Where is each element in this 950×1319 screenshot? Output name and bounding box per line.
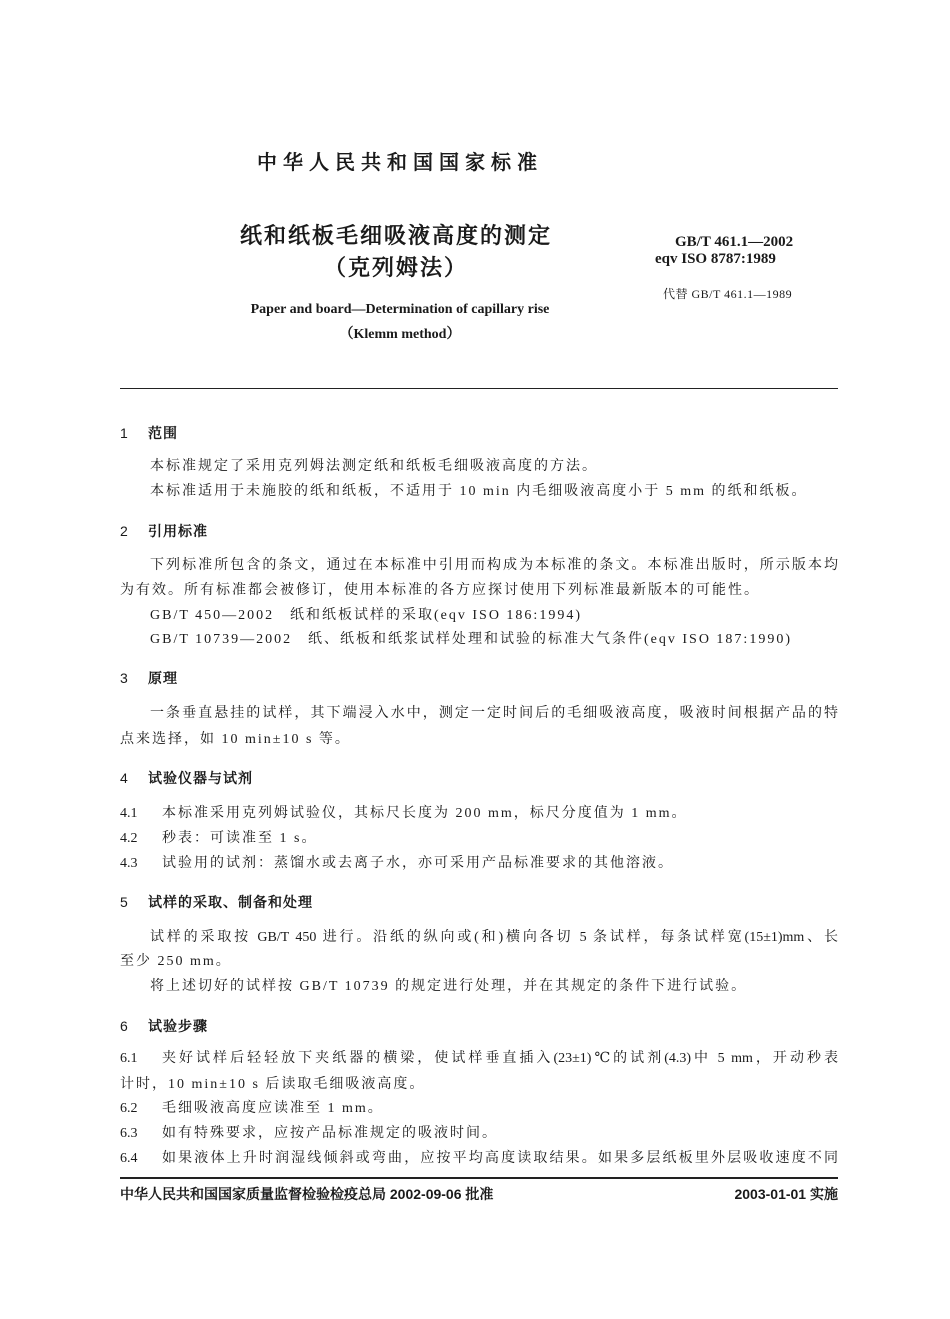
section-number: 6 bbox=[120, 1018, 128, 1034]
section-2-heading bbox=[120, 521, 208, 541]
clause-number: 6.2 bbox=[120, 1101, 138, 1116]
section-1-paragraph-1: 本标准规定了采用克列姆法测定纸和纸板毛细吸液高度的方法。 bbox=[150, 459, 598, 474]
clause-text: 秒表：可读准至 1 s。 bbox=[162, 831, 318, 846]
english-subtitle: （Klemm method） bbox=[339, 327, 461, 342]
section-title: 试验仪器与试剂 bbox=[148, 770, 253, 786]
document-title: 纸和纸板毛细吸液高度的测定 bbox=[239, 223, 552, 248]
header-divider bbox=[120, 388, 838, 389]
section-title: 原理 bbox=[148, 670, 178, 686]
clause-number: 6.3 bbox=[120, 1126, 138, 1141]
approval-line: 中华人民共和国国家质量监督检验检疫总局 2002-09-06 批准 bbox=[120, 1186, 494, 1202]
section-6-heading bbox=[120, 1016, 208, 1036]
section-5-heading bbox=[120, 892, 313, 912]
replaced-standard: 代替 GB/T 461.1—1989 bbox=[663, 287, 793, 301]
section-4-heading bbox=[120, 768, 253, 788]
section-title: 试验步骤 bbox=[148, 1018, 208, 1034]
clause-text: 本标准采用克列姆试验仪，其标尺长度为 200 mm，标尺分度值为 1 mm。 bbox=[162, 806, 688, 821]
section-2-line-2: 为有效。所有标准都会被修订，使用本标准的各方应探讨使用下列标准最新版本的可能性。 bbox=[120, 583, 760, 598]
section-number: 3 bbox=[120, 670, 128, 686]
clause-number: 4.3 bbox=[120, 856, 138, 871]
clause-number: 4.2 bbox=[120, 831, 138, 846]
clause-text: 试验用的试剂：蒸馏水或去离子水，亦可采用产品标准要求的其他溶液。 bbox=[162, 856, 674, 871]
reference-title: 纸、纸板和纸浆试样处理和试验的标准大气条件(eqv ISO 187:1990) bbox=[308, 632, 792, 647]
reference-code: GB/T 450—2002 bbox=[150, 608, 275, 623]
section-3-line-2: 点来选择，如 10 min±10 s 等。 bbox=[120, 732, 351, 747]
clause-number: 6.4 bbox=[120, 1151, 138, 1166]
reference-code: GB/T 10739—2002 bbox=[150, 632, 293, 647]
implementation-date: 2003-01-01 实施 bbox=[734, 1186, 838, 1202]
section-3-heading bbox=[120, 668, 178, 688]
section-number: 4 bbox=[120, 770, 128, 786]
clause-number: 4.1 bbox=[120, 806, 138, 821]
clause-text-continued: 计时，10 min±10 s 后读取毛细吸液高度。 bbox=[120, 1077, 426, 1092]
section-title: 试样的采取、制备和处理 bbox=[148, 894, 313, 910]
clause-text: 如有特殊要求，应按产品标准规定的吸液时间。 bbox=[162, 1126, 498, 1141]
section-number: 1 bbox=[120, 425, 128, 441]
section-number: 5 bbox=[120, 894, 128, 910]
english-title: Paper and board—Determination of capillary rise bbox=[250, 302, 550, 317]
clause-text: 夹好试样后轻轻放下夹纸器的横梁，使试样垂直插入(23±1)℃的试剂(4.3)中 5 mm，开动秒表 bbox=[162, 1051, 838, 1066]
section-2-line-1: 下列标准所包含的条文，通过在本标准中引用而构成为本标准的条文。本标准出版时，所示版本均 bbox=[150, 558, 838, 573]
section-5-line-2: 至少 250 mm。 bbox=[120, 954, 232, 969]
section-5-paragraph-2: 将上述切好的试样按 GB/T 10739 的规定进行处理，并在其规定的条件下进行试验。 bbox=[150, 979, 748, 994]
section-3-line-1: 一条垂直悬挂的试样，其下端浸入水中，测定一定时间后的毛细吸液高度，吸液时间根据产品的特 bbox=[150, 706, 838, 721]
clause-text: 如果液体上升时润湿线倾斜或弯曲，应按平均高度读取结果。如果多层纸板里外层吸收速度不同 bbox=[162, 1151, 838, 1166]
section-title: 范围 bbox=[148, 425, 178, 441]
section-1-heading bbox=[120, 423, 178, 443]
equivalent-standard: eqv ISO 8787:1989 bbox=[655, 251, 776, 267]
clause-text: 毛细吸液高度应读准至 1 mm。 bbox=[162, 1101, 384, 1116]
section-5-line-1: 试样的采取按 GB/T 450 进行。沿纸的纵向或(和)横向各切 5 条试样，每条试样宽(15±1)mm、长 bbox=[150, 930, 838, 945]
clause-number: 6.1 bbox=[120, 1051, 138, 1066]
national-standard-header: 中华人民共和国国家标准 bbox=[257, 152, 543, 174]
reference-title: 纸和纸板试样的采取(eqv ISO 186:1994) bbox=[290, 608, 582, 623]
section-title: 引用标准 bbox=[148, 523, 208, 539]
section-1-paragraph-2: 本标准适用于未施胶的纸和纸板，不适用于 10 min 内毛细吸液高度小于 5 mm 的纸和纸板。 bbox=[150, 484, 808, 499]
document-subtitle: （克列姆法） bbox=[323, 255, 468, 280]
section-number: 2 bbox=[120, 523, 128, 539]
standard-number: GB/T 461.1—2002 bbox=[675, 234, 794, 250]
footer-divider bbox=[120, 1177, 838, 1179]
